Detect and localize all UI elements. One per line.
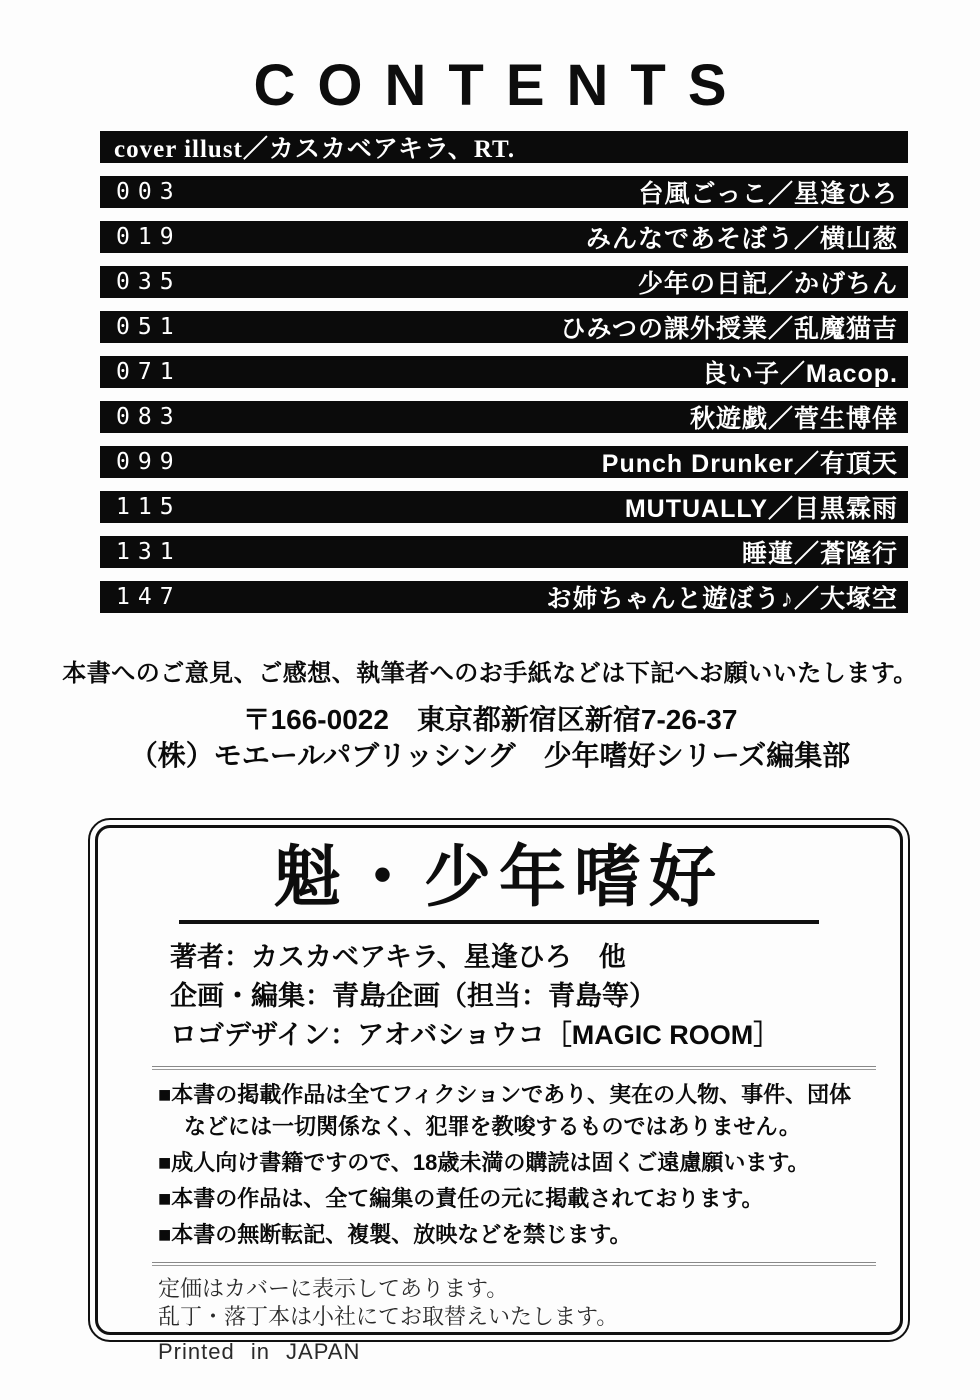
toc-page-number: 035 <box>116 269 182 295</box>
credit-logo-design: ロゴデザイン：アオバショウコ［MAGIC ROOM］ <box>170 1020 781 1050</box>
divider-rule-bottom <box>152 1262 876 1266</box>
footer-notes <box>158 1275 880 1331</box>
toc-page-number: 099 <box>116 449 182 475</box>
toc-entry-title: Punch Drunker／有頂天 <box>601 450 898 478</box>
defect-note: 乱丁・落丁本は小社にてお取替えいたします。 <box>158 1304 619 1329</box>
toc-page-number: 019 <box>116 224 182 250</box>
colophon-box <box>88 818 910 1364</box>
publisher-name: （株）モエールパブリッシング 少年嗜好シリーズ編集部 <box>129 740 851 771</box>
cover-credit-text: cover illust／カスカベアキラ、RT. <box>114 136 516 163</box>
toc-row <box>100 356 908 388</box>
toc-entry-title: 秋遊戯／菅生博倖 <box>689 405 898 433</box>
toc-row <box>100 221 908 253</box>
toc-page-number: 147 <box>116 584 182 610</box>
book-title: 魁・少年嗜好 <box>274 840 724 915</box>
toc-row <box>100 176 908 208</box>
toc-list <box>100 176 908 626</box>
toc-page-number: 131 <box>116 539 182 565</box>
cover-credit-bar <box>100 131 908 163</box>
toc-page-number: 051 <box>116 314 182 340</box>
toc-entry-title: 良い子／Macop. <box>701 360 898 388</box>
legal-notices <box>158 1079 870 1251</box>
colophon-box-inner <box>95 825 903 1364</box>
notice-editorial: ■本書の作品は、全て編集の責任の元に掲載されております。 <box>158 1186 764 1211</box>
toc-page-number: 071 <box>116 359 182 385</box>
toc-row <box>100 581 908 613</box>
credit-editing: 企画・編集：青島企画（担当：青島等） <box>170 981 656 1011</box>
toc-entry-title: お姉ちゃんと遊ぼう♪／大塚空 <box>546 585 898 613</box>
toc-entry-title: 少年の日記／かげちん <box>637 270 898 298</box>
notice-fiction: ■本書の掲載作品は全てフィクションであり、実在の人物、事件、団体などには一切関係なく、犯罪を教唆するものではありません。 <box>158 1082 852 1139</box>
toc-row <box>100 266 908 298</box>
toc-row <box>100 536 908 568</box>
toc-page-number: 003 <box>116 179 182 205</box>
price-note: 定価はカバーに表示してあります。 <box>158 1276 509 1301</box>
notice-adult: ■成人向け書籍ですので、18歳未満の購読は固くご遠慮願います。 <box>158 1150 810 1175</box>
toc-row <box>100 311 908 343</box>
toc-page-number: 115 <box>116 494 182 520</box>
credit-author: 著者：カスカベアキラ、星逢ひろ 他 <box>170 942 626 972</box>
toc-page-number: 083 <box>116 404 182 430</box>
toc-row <box>100 401 908 433</box>
toc-row <box>100 491 908 523</box>
notice-copyright: ■本書の無断転記、複製、放映などを禁じます。 <box>158 1222 632 1247</box>
toc-entry-title: みんなであそぼう／横山葱 <box>585 225 898 253</box>
title-underline <box>179 920 819 924</box>
toc-entry-title: MUTUALLY／目黒霖雨 <box>624 495 898 523</box>
divider-rule-top <box>152 1066 876 1070</box>
credits-block <box>170 938 880 1055</box>
toc-row <box>100 446 908 478</box>
toc-entry-title: 睡蓮／蒼隆行 <box>741 540 898 568</box>
toc-entry-title: ひみつの課外授業／乱魔猫吉 <box>560 315 898 343</box>
printed-in-japan: Printed in JAPAN <box>158 1339 361 1364</box>
feedback-note: 本書へのご意見、ご感想、執筆者へのお手紙などは下記へお願いいたします。 <box>62 660 918 687</box>
publisher-address: 〒166-0022 東京都新宿区新宿7-26-37 <box>242 704 738 735</box>
page-title: CONTENTS <box>253 53 749 118</box>
toc-entry-title: 台風ごっこ／星逢ひろ <box>638 180 898 208</box>
